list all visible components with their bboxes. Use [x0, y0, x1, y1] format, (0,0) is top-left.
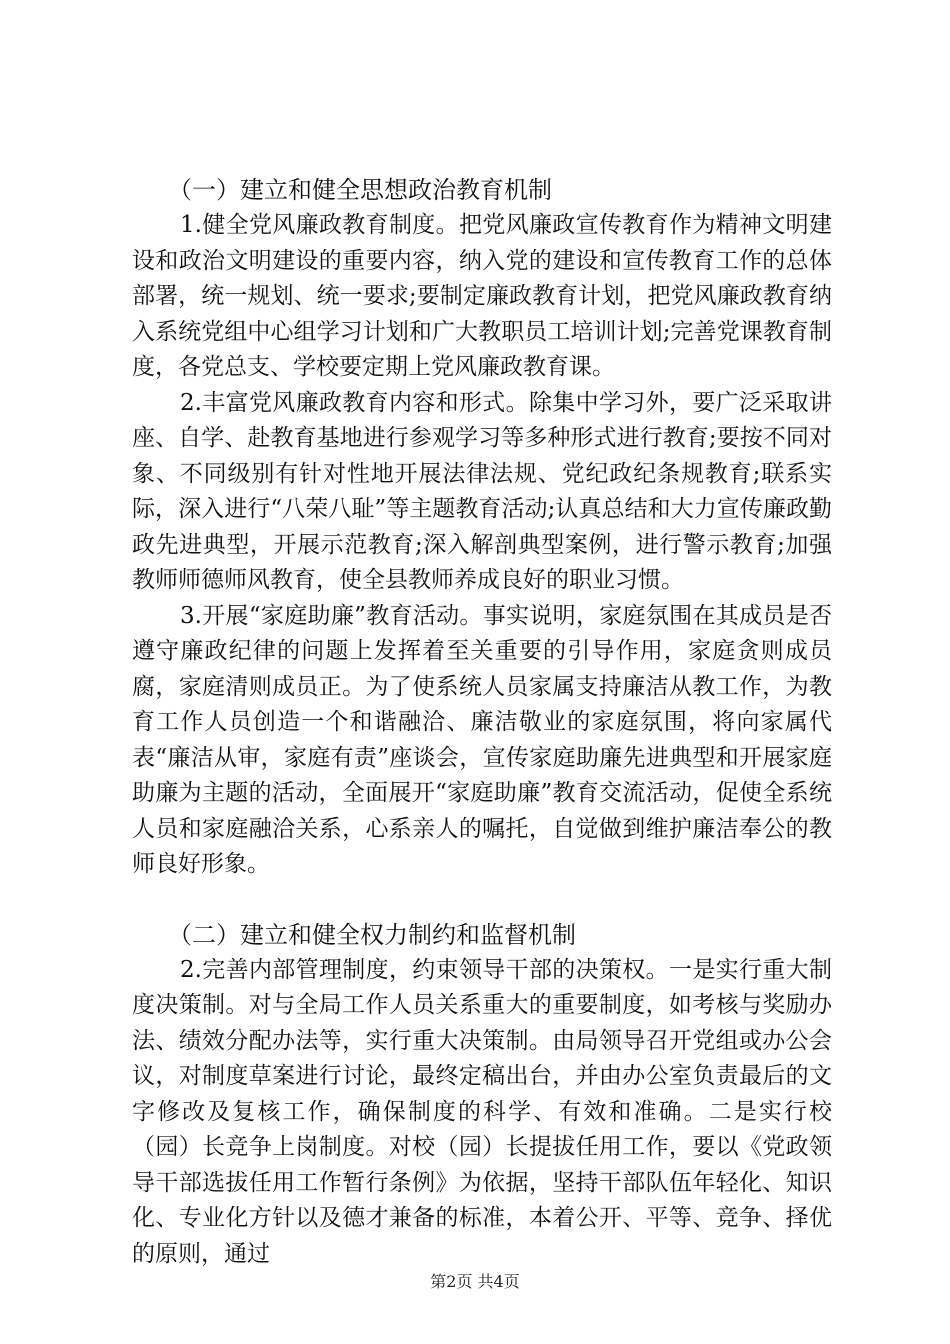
paragraph: 2.完善内部管理制度，约束领导干部的决策权。一是实行重大制度决策制。对与全局工作人员关系重大的重要制度，如考核与奖励办法、绩效分配办法等，实行重大决策制。由局领导召开党组或办公会议，对制度草案进行讨论，最终定稿出台，并由办公室负责最后的文字修改及复核工作，确保制度的科学、有效和准确。二是实行校（园）长竞争上岗制度。对校（园）长提拔任用工作，要以《党政领导干部选拔任用工作暂行条例》为依据，坚持干部队伍年轻化、知识化、专业化方针以及德才兼备的标准，本着公开、平等、竞争、择优的原则，通过	[132, 956, 832, 1267]
section-heading: （二）建立和健全权力制约和监督机制	[168, 920, 576, 949]
page-footer: 第2页 共4页	[430, 1272, 520, 1291]
paragraph: 2.丰富党风廉政教育内容和形式。除集中学习外，要广泛采取讲座、自学、赴教育基地进行参观学习等多种形式进行教育;要按不同对象、不同级别有针对性地开展法律法规、党纪政纪条规教育;联系实际，深入进行“八荣八耻”等主题教育活动;认真总结和大力宣传廉政勤政先进典型，开展示范教育;深入解剖典型案例，进行警示教育;加强教师师德师风教育，使全县教师养成良好的职业习惯。	[132, 389, 832, 593]
document-body	[132, 172, 832, 1272]
section-heading: （一）建立和健全思想政治教育机制	[168, 176, 552, 204]
section-spacer	[132, 883, 832, 917]
paragraph: 3.开展“家庭助廉”教育活动。事实说明，家庭氛围在其成员是否遵守廉政纪律的问题上发挥着至关重要的引导作用，家庭贪则成员腐，家庭清则成员正。为了使系统人员家属支持廉洁从教工作，为教育工作人员创造一个和谐融洽、廉洁敬业的家庭氛围，将向家属代表“廉洁从审，家庭有责”座谈会，宣传家庭助廉先进典型和开展家庭助廉为主题的活动，全面展开“家庭助廉”教育交流活动，促使全系统人员和家庭融洽关系，心系亲人的嘱托，自觉做到维护廉洁奉公的教师良好形象。	[132, 602, 832, 877]
paragraph: 1.健全党风廉政教育制度。把党风廉政宣传教育作为精神文明建设和政治文明建设的重要内容，纳入党的建设和宣传教育工作的总体部署，统一规划、统一要求;要制定廉政教育计划，把党风廉政教育纳入系统党组中心组学习计划和广大教职员工培训计划;完善党课教育制度，各党总支、学校要定期上党风廉政教育课。	[132, 212, 832, 380]
